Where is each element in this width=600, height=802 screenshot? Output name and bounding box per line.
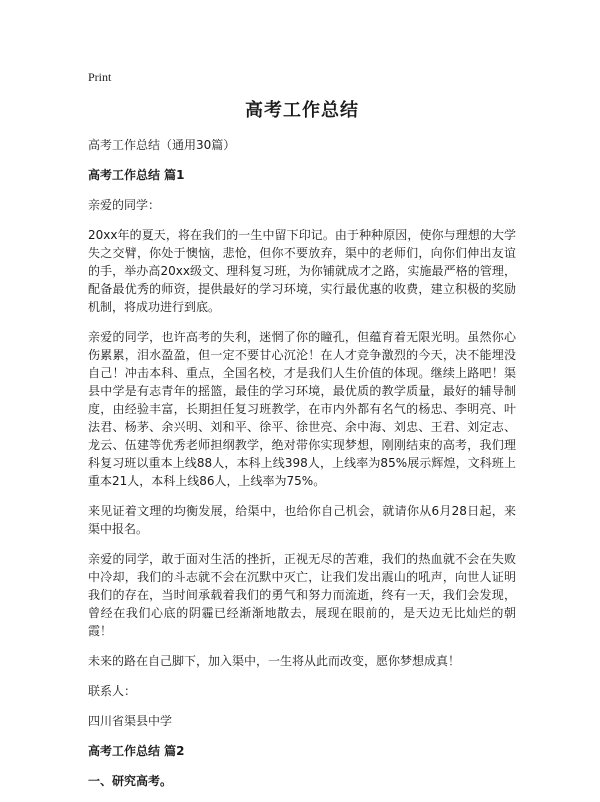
page-title: 高考工作总结 <box>245 100 359 121</box>
body-paragraph: 未来的路在自己脚下，加入渠中，一生将从此而改变，愿你梦想成真！ <box>88 654 461 668</box>
salutation-paragraph: 亲爱的同学： <box>88 198 161 212</box>
section-heading-1: 高考工作总结 篇1 <box>88 168 185 182</box>
school-name: 四川省渠县中学 <box>88 714 173 728</box>
print-link[interactable]: Print <box>88 70 112 84</box>
body-paragraph: 20xx年的夏天，将在我们的一生中留下印记。由于种种原因，使你与理想的大学失之交臂，你处于懊恼，悲怆，但你不要放弃，渠中的老师们，向你们伸出友谊的手，举办高20xx级文、理科复习班，为你铺就成才之路，实施最严格的管理，配备最优秀的师资，提供最好的学习环境，实行最优惠的收费，建立积极的奖励机制，将成功进行到底。 <box>88 228 516 314</box>
body-paragraph: 来见证着文理的均衡发展，给渠中，也给你自己机会，就请你从6月28日起，来渠中报名。 <box>88 504 516 536</box>
document-subtitle: 高考工作总结（通用30篇） <box>88 138 236 152</box>
document-page <box>88 96 516 802</box>
contact-label: 联系人： <box>88 684 137 698</box>
body-paragraph: 亲爱的同学，也许高考的失利，迷惘了你的瞳孔，但蕴育着无限光明。虽然你心伤累累，泪水盈盈，但一定不要甘心沉沦！在人才竞争激烈的今天，决不能埋没自己！冲击本科、重点，全国名校，才是我们人生价值的体现。继续上路吧！渠县中学是有志青年的摇篮，最佳的学习环境，最优质的教学质量，最好的辅导制度，由经验丰富，长期担任复习班教学，在市内外都有名气的杨忠、李明亮、叶法君、杨茅、余兴明、刘和平、徐平、徐世亮、余中海、刘忠、王君、刘定志、龙云、伍建等优秀老师担纲教学，绝对带你实现梦想，刚刚结束的高考，我们理科复习班以重本上线88人，本科上线398人，上线率为85%展示辉煌，文科班上重本21人，本科上线86人，上线率为75%。 <box>88 330 516 488</box>
section-heading-2: 高考工作总结 篇2 <box>88 744 185 758</box>
subsection-heading: 一、研究高考。 <box>88 774 173 788</box>
body-paragraph: 亲爱的同学，敢于面对生活的挫折，正视无尽的苦难，我们的热血就不会在失败中冷却，我们的斗志就不会在沉默中灭亡，让我们发出震山的吼声，向世人证明我们的存在，当时间承载着我们的勇气和努力而流逝，终有一天，我们会发现，曾经在我们心底的阴霾已经渐渐地散去，展现在眼前的，是天边无比灿烂的朝霞！ <box>88 552 516 638</box>
